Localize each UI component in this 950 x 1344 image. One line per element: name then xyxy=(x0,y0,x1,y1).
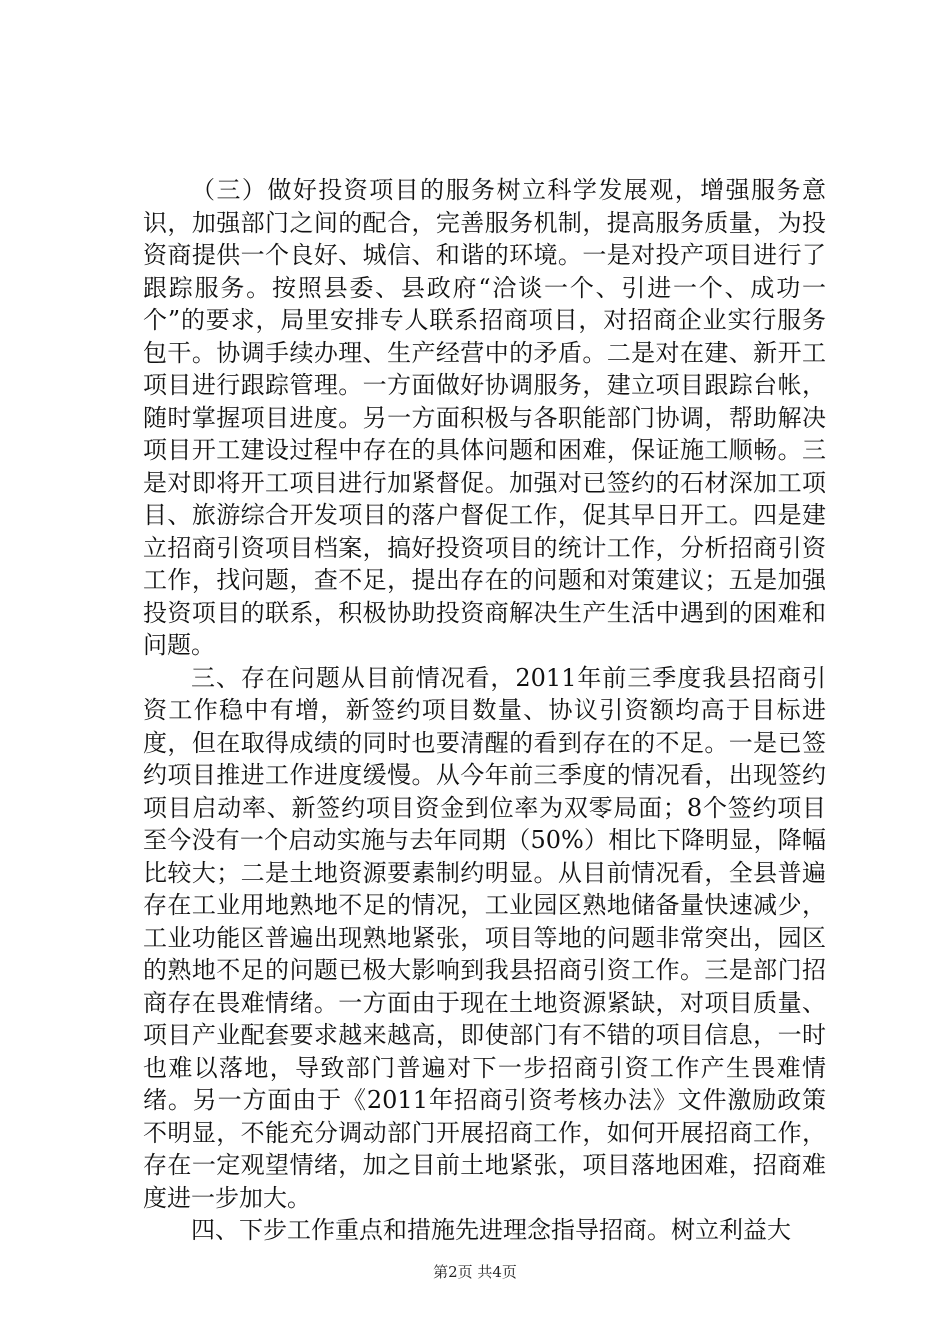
paragraph-service-projects: （三）做好投资项目的服务树立科学发展观，增强服务意识，加强部门之间的配合，完善服务机制，提高服务质量，为投资商提供一个良好、城信、和谐的环境。一是对投产项目进行了跟踪服务。按照县委、县政府“洽谈一个、引进一个、成功一个”的要求，局里安排专人联系招商项目，对招商企业实行服务包干。协调手续办理、生产经营中的矛盾。二是对在建、新开工项目进行跟踪管理。一方面做好协调服务，建立项目跟踪台帐，随时掌握项目进度。另一方面积极与各职能部门协调，帮助解决项目开工建设过程中存在的具体问题和困难，保证施工顺畅。三是对即将开工项目进行加紧督促。加强对已签约的石材深加工项目、旅游综合开发项目的落户督促工作，促其早日开工。四是建立招商引资项目档案，搞好投资项目的统计工作，分析招商引资工作，找问题，查不足，提出存在的问题和对策建议；五是加强投资项目的联系，积极协助投资商解决生产生活中遇到的困难和问题。 xyxy=(143,176,826,659)
paragraph-next-steps: 四、下步工作重点和措施先进理念指导招商。树立利益大 xyxy=(191,1216,791,1244)
paragraph-existing-problems: 三、存在问题从目前情况看，2011年前三季度我县招商引资工作稳中有增，新签约项目数量、协议引资额均高于目标进度，但在取得成绩的同时也要清醒的看到存在的不足。一是已签约项目推进工作进度缓慢。从今年前三季度的情况看，出现签约项目启动率、新签约项目资金到位率为双零局面；8个签约项目至今没有一个启动实施与去年同期（50%）相比下降明显，降幅比较大；二是土地资源要素制约明显。从目前情况看，全县普遍存在工业用地熟地不足的情况，工业园区熟地储备量快速减少，工业功能区普遍出现熟地紧张，项目等地的问题非常突出，园区的熟地不足的问题已极大影响到我县招商引资工作。三是部门招商存在畏难情绪。一方面由于现在土地资源紧缺，对项目质量、项目产业配套要求越来越高，即使部门有不错的项目信息，一时也难以落地，导致部门普遍对下一步招商引资工作产生畏难情绪。另一方面由于《2011年招商引资考核办法》文件激励政策不明显，不能充分调动部门开展招商工作，如何开展招商工作，存在一定观望情绪，加之目前土地紧张，项目落地困难，招商难度进一步加大。 xyxy=(143,663,826,1212)
page-number-footer: 第2页 共4页 xyxy=(433,1263,517,1281)
document-body xyxy=(143,174,826,1247)
